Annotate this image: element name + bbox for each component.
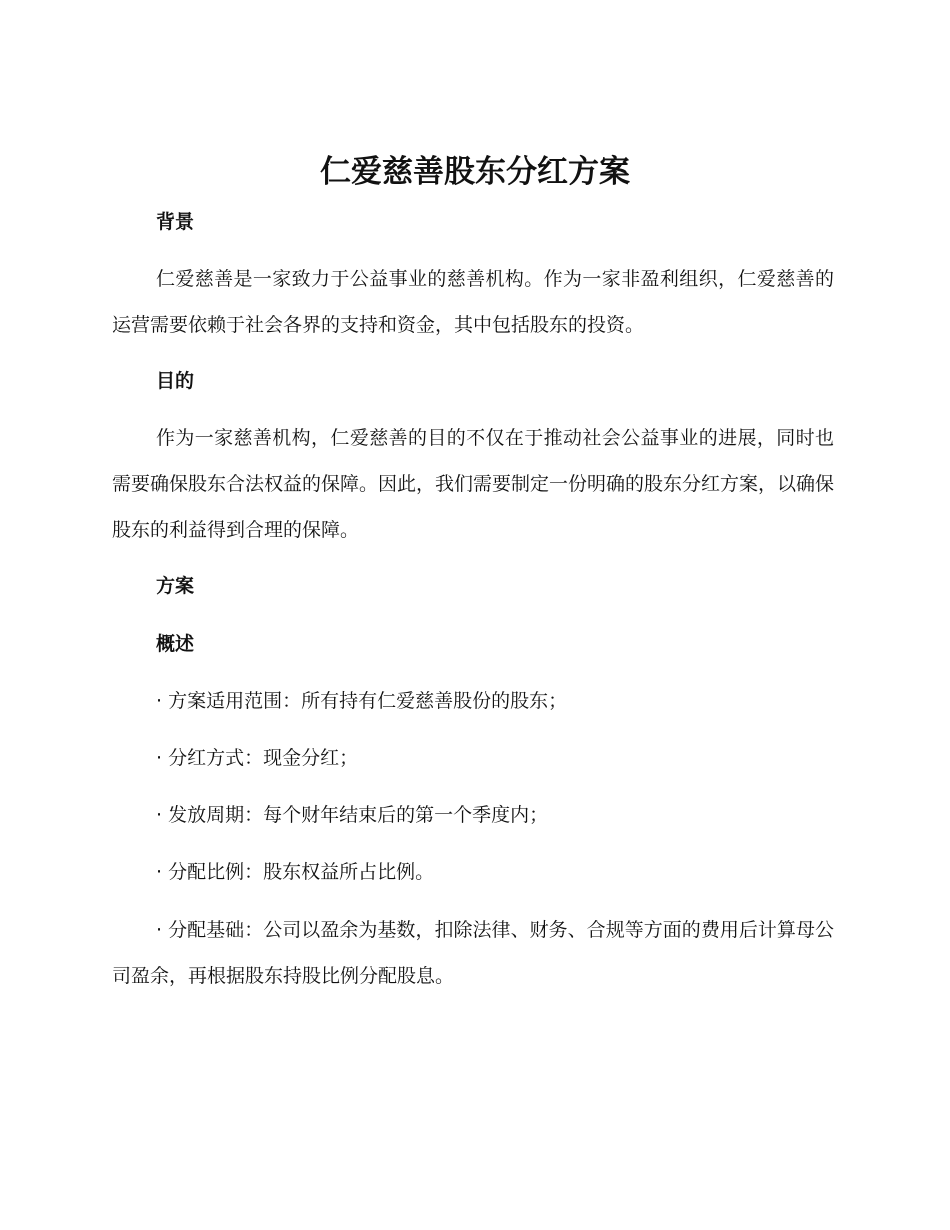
plan-bullet-ratio: · 分配比例：股东权益所占比例。	[156, 861, 435, 883]
plan-bullet-method: · 分红方式：现金分红；	[156, 747, 359, 769]
background-heading: 背景	[156, 211, 195, 233]
plan-bullet-cycle: · 发放周期：每个财年结束后的第一个季度内；	[156, 804, 549, 826]
overview-heading: 概述	[156, 633, 195, 655]
background-paragraph: 仁爱慈善是一家致力于公益事业的慈善机构。作为一家非盈利组织，仁爱慈善的运营需要依赖于社会各界的支持和资金，其中包括股东的投资。	[112, 268, 834, 336]
plan-bullet-basis: · 分配基础：公司以盈余为基数，扣除法律、财务、合规等方面的费用后计算母公司盈余，再根据股东持股比例分配股息。	[112, 919, 834, 987]
plan-heading: 方案	[156, 575, 195, 597]
purpose-paragraph: 作为一家慈善机构，仁爱慈善的目的不仅在于推动社会公益事业的进展，同时也需要确保股东合法权益的保障。因此，我们需要制定一份明确的股东分红方案，以确保股东的利益得到合理的保障。	[112, 427, 835, 541]
document-title: 仁爱慈善股东分红方案	[320, 154, 630, 190]
plan-bullet-scope: · 方案适用范围：所有持有仁爱慈善股份的股东；	[156, 690, 568, 712]
purpose-heading: 目的	[156, 370, 195, 392]
